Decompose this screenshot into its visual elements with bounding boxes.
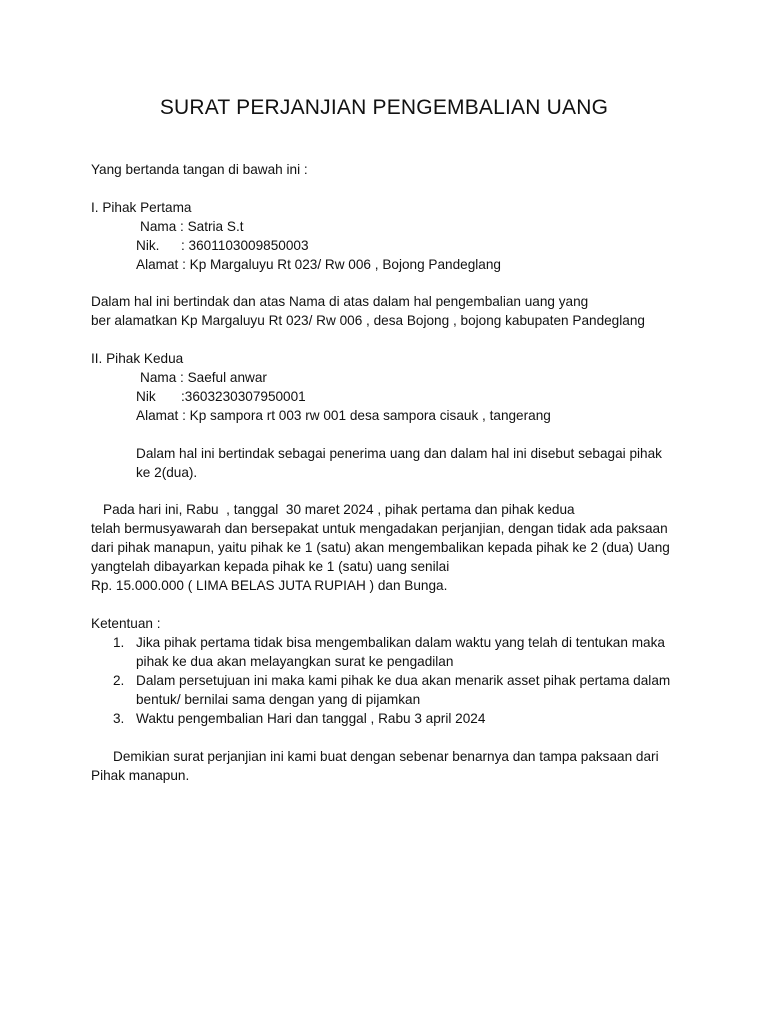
pihak-kedua-nik-label: Nik: [136, 389, 156, 404]
pihak-kedua-heading: II. Pihak Kedua: [91, 351, 184, 366]
closing-line: Pihak manapun.: [91, 768, 190, 783]
ketentuan-item-line: Waktu pengembalian Hari dan tanggal , Rabu 3 april 2024: [136, 711, 486, 726]
ketentuan-item-line: bentuk/ bernilai sama dengan yang di pijamkan: [136, 692, 421, 707]
ketentuan-item-number: 3.: [113, 711, 125, 726]
pihak-pertama-nik-label: Nik.: [136, 238, 160, 253]
pihak-kedua-note-line: Dalam hal ini bertindak sebagai penerima uang dan dalam hal ini disebut sebagai pihak: [136, 446, 662, 461]
pihak-pertama-nik-value: : 3601103009850003: [181, 238, 309, 253]
document-title: SURAT PERJANJIAN PENGEMBALIAN UANG: [159, 96, 609, 119]
ketentuan-item-line: Dalam persetujuan ini maka kami pihak ke dua akan menarik asset pihak pertama dalam: [136, 673, 671, 688]
pihak-kedua-alamat: Alamat : Kp sampora rt 003 rw 001 desa sampora cisauk , tangerang: [136, 408, 551, 423]
pihak-kedua-nama: Nama : Saeful anwar: [140, 370, 267, 385]
agreement-line: dari pihak manapun, yaitu pihak ke 1 (satu) akan mengembalikan kepada pihak ke 2 (dua) Uang: [91, 540, 670, 555]
ketentuan-item-line: pihak ke dua akan melayangkan surat ke pengadilan: [136, 654, 454, 669]
agreement-line: telah bermusyawarah dan bersepakat untuk mengadakan perjanjian, dengan tidak ada paksaan: [91, 521, 668, 536]
ketentuan-heading: Ketentuan :: [91, 616, 161, 631]
closing-line: Demikian surat perjanjian ini kami buat dengan sebenar benarnya dan tampa paksaan dari: [113, 749, 659, 764]
agreement-amount-line: Rp. 15.000.000 ( LIMA BELAS JUTA RUPIAH ) dan Bunga.: [91, 578, 448, 593]
pihak-pertama-alamat: Alamat : Kp Margaluyu Rt 023/ Rw 006 , Bojong Pandeglang: [136, 257, 501, 272]
ketentuan-item-line: Jika pihak pertama tidak bisa mengembalikan dalam waktu yang telah di tentukan maka: [136, 635, 665, 650]
agreement-line: Pada hari ini, Rabu , tanggal 30 maret 2024 , pihak pertama dan pihak kedua: [103, 502, 575, 517]
paragraph-1-line: ber alamatkan Kp Margaluyu Rt 023/ Rw 006 , desa Bojong , bojong kabupaten Pandeglang: [91, 313, 645, 328]
pihak-kedua-nik-value: :3603230307950001: [181, 389, 306, 404]
pihak-pertama-nama: Nama : Satria S.t: [140, 219, 244, 234]
agreement-line: yangtelah dibayarkan kepada pihak ke 1 (satu) uang senilai: [91, 559, 450, 574]
paragraph-1-line: Dalam hal ini bertindak dan atas Nama di atas dalam hal pengembalian uang yang: [91, 294, 589, 309]
ketentuan-item-number: 2.: [113, 673, 125, 688]
pihak-kedua-note-line: ke 2(dua).: [136, 465, 198, 480]
intro-text: Yang bertanda tangan di bawah ini :: [91, 162, 308, 177]
pihak-pertama-heading: I. Pihak Pertama: [91, 200, 192, 215]
ketentuan-item-number: 1.: [113, 635, 125, 650]
